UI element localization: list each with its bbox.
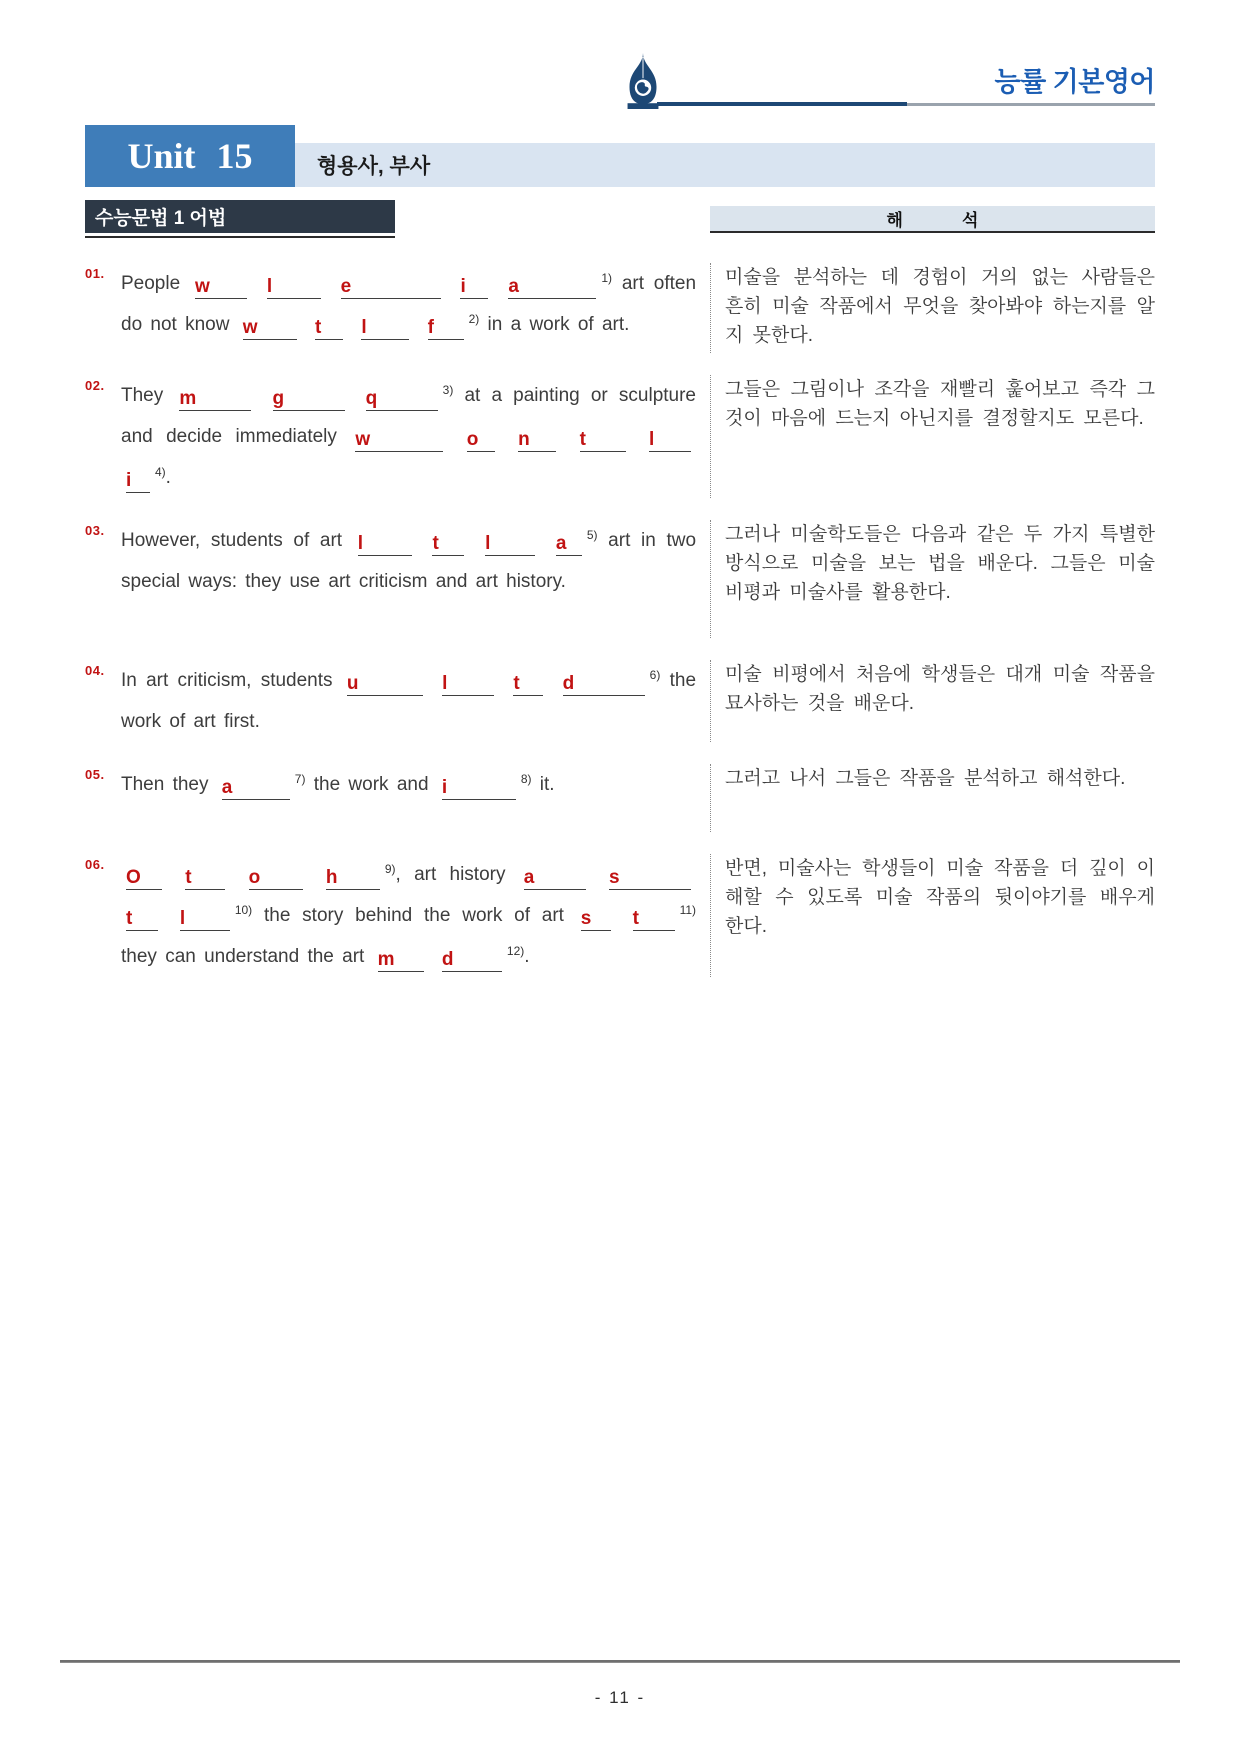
answer-blank: o: [467, 429, 495, 452]
translation-header: 해 석: [710, 206, 1155, 233]
answer-blank: n: [518, 429, 556, 452]
answer-blank: s: [609, 867, 691, 890]
table-row: [85, 638, 1155, 742]
english-cell: [85, 854, 710, 977]
footnote-number: 10): [234, 903, 253, 917]
footnote-number: 6): [649, 668, 661, 682]
footnote-number: 12): [506, 944, 525, 958]
answer-blank: l: [442, 673, 494, 696]
answer-blank: t: [513, 673, 543, 696]
answer-blank: t: [580, 429, 626, 452]
item-number: 03.: [85, 523, 105, 538]
footnote-number: 3): [442, 383, 454, 397]
header-rule-gray: [907, 103, 1155, 106]
translation-text: 미술 비평에서 처음에 학생들은 대개 미술 작품을 묘사하는 것을 배운다.: [725, 664, 1155, 714]
footnote-number: 7): [294, 772, 306, 786]
answer-blank: g: [273, 388, 345, 411]
item-number: 06.: [85, 857, 105, 872]
answer-blank: d: [563, 673, 645, 696]
translation-cell: [710, 375, 1155, 498]
footnote-number: 8): [520, 772, 532, 786]
answer-blank: a: [556, 533, 582, 556]
answer-blank: o: [249, 867, 303, 890]
english-sentence: In art criticism, students u l t d $^{6)}$ the work of art first.: [121, 668, 697, 732]
footnote-number: 5): [586, 528, 598, 542]
brand-title: 능률 기본영어: [994, 67, 1155, 97]
section-title: 수능문법 1 어법: [85, 200, 395, 233]
answer-blank: i: [442, 777, 516, 800]
footnote-number: 4): [155, 465, 166, 479]
item-number: 05.: [85, 767, 105, 782]
item-number: 04.: [85, 663, 105, 678]
unit-subtitle: 형용사, 부사: [317, 155, 431, 178]
footer-rule: [60, 1660, 1180, 1663]
page-header: [85, 40, 1155, 125]
footnote-number: 1): [601, 271, 612, 285]
english-sentence: They m g q $^{3)}$ at a painting or sculpture and decide immediately w o n t l i $^{4)}$.: [121, 383, 696, 491]
translation-text: 미술을 분석하는 데 경험이 거의 없는 사람들은 흔히 미술 작품에서 무엇을 찾아봐야 하는지를 알지 못한다.: [725, 267, 1155, 346]
footnote-number: 11): [679, 903, 697, 917]
item-number: 01.: [85, 266, 105, 281]
translation-text: 반면, 미술사는 학생들이 미술 작품을 더 깊이 이해할 수 있도록 미술 작품의 뒷이야기를 배우게 한다.: [725, 858, 1155, 937]
translation-cell: [710, 520, 1155, 638]
english-sentence: Then they a $^{7)}$ the work and i $^{8)}$ it.: [121, 772, 555, 798]
english-cell: [85, 375, 710, 498]
table-row: [85, 832, 1155, 977]
answer-blank: s: [581, 908, 611, 931]
pen-nib-globe-icon: [625, 53, 661, 109]
unit-title: Unit 15: [85, 125, 295, 187]
answer-blank: m: [378, 949, 424, 972]
answer-blank: t: [432, 533, 464, 556]
english-sentence: However, students of art l t l a $^{5)}$ art in two special ways: they use art criticism and art history.: [121, 528, 697, 592]
answer-blank: a: [508, 276, 596, 299]
answer-blank: a: [524, 867, 586, 890]
answer-blank: t: [185, 867, 225, 890]
answer-blank: m: [179, 388, 251, 411]
footnote-number: 9): [384, 862, 396, 876]
items-table: [85, 241, 1155, 977]
answer-blank: i: [126, 470, 150, 493]
translation-cell: [710, 263, 1155, 353]
unit-subtitle-band: [295, 143, 1155, 187]
answer-blank: a: [222, 777, 290, 800]
item-number: 02.: [85, 378, 105, 393]
table-row: [85, 742, 1155, 832]
answer-blank: O: [126, 867, 162, 890]
answer-blank: w: [195, 276, 247, 299]
answer-blank: l: [180, 908, 230, 931]
answer-blank: d: [442, 949, 502, 972]
section-header-row: [85, 200, 1155, 233]
footnote-number: 2): [468, 312, 480, 326]
answer-blank: w: [243, 317, 297, 340]
answer-blank: t: [126, 908, 158, 931]
answer-blank: h: [326, 867, 380, 890]
translation-cell: [710, 660, 1155, 742]
answer-blank: w: [355, 429, 443, 452]
header-rule-navy: [657, 102, 907, 106]
answer-blank: l: [267, 276, 321, 299]
translation-cell: [710, 854, 1155, 977]
english-cell: [85, 263, 710, 353]
answer-blank: u: [347, 673, 423, 696]
page-number: - 11 -: [594, 1688, 646, 1707]
answer-blank: l: [361, 317, 409, 340]
table-row: [85, 241, 1155, 353]
table-row: [85, 353, 1155, 498]
english-cell: [85, 660, 710, 742]
table-row: [85, 498, 1155, 638]
translation-text: 그들은 그림이나 조각을 재빨리 훑어보고 즉각 그것이 마음에 드는지 아닌지를 결정할지도 모른다.: [725, 379, 1155, 429]
translation-cell: [710, 764, 1155, 832]
answer-blank: q: [366, 388, 438, 411]
answer-blank: l: [358, 533, 412, 556]
answer-blank: e: [341, 276, 441, 299]
unit-banner: [85, 125, 1155, 187]
answer-blank: f: [428, 317, 464, 340]
answer-blank: l: [485, 533, 535, 556]
english-cell: [85, 764, 710, 832]
answer-blank: l: [649, 429, 691, 452]
english-cell: [85, 520, 710, 638]
english-sentence: O t o h $^{9)}$, art history a s t l $^{10)}$ the story behind the work of art s t $^{11)}$ they can understand the art m d $^{12)}$.: [121, 862, 697, 970]
translation-text: 그러나 미술학도들은 다음과 같은 두 가지 특별한 방식으로 미술을 보는 법을 배운다. 그들은 미술 비평과 미술사를 활용한다.: [725, 524, 1155, 603]
answer-blank: t: [315, 317, 343, 340]
answer-blank: i: [460, 276, 488, 299]
answer-blank: t: [633, 908, 675, 931]
translation-text: 그러고 나서 그들은 작품을 분석하고 해석한다.: [725, 768, 1126, 789]
english-sentence: People w l e i a $^{1)}$ art often do not know w t l f $^{2)}$ in a work of art.: [121, 271, 697, 338]
